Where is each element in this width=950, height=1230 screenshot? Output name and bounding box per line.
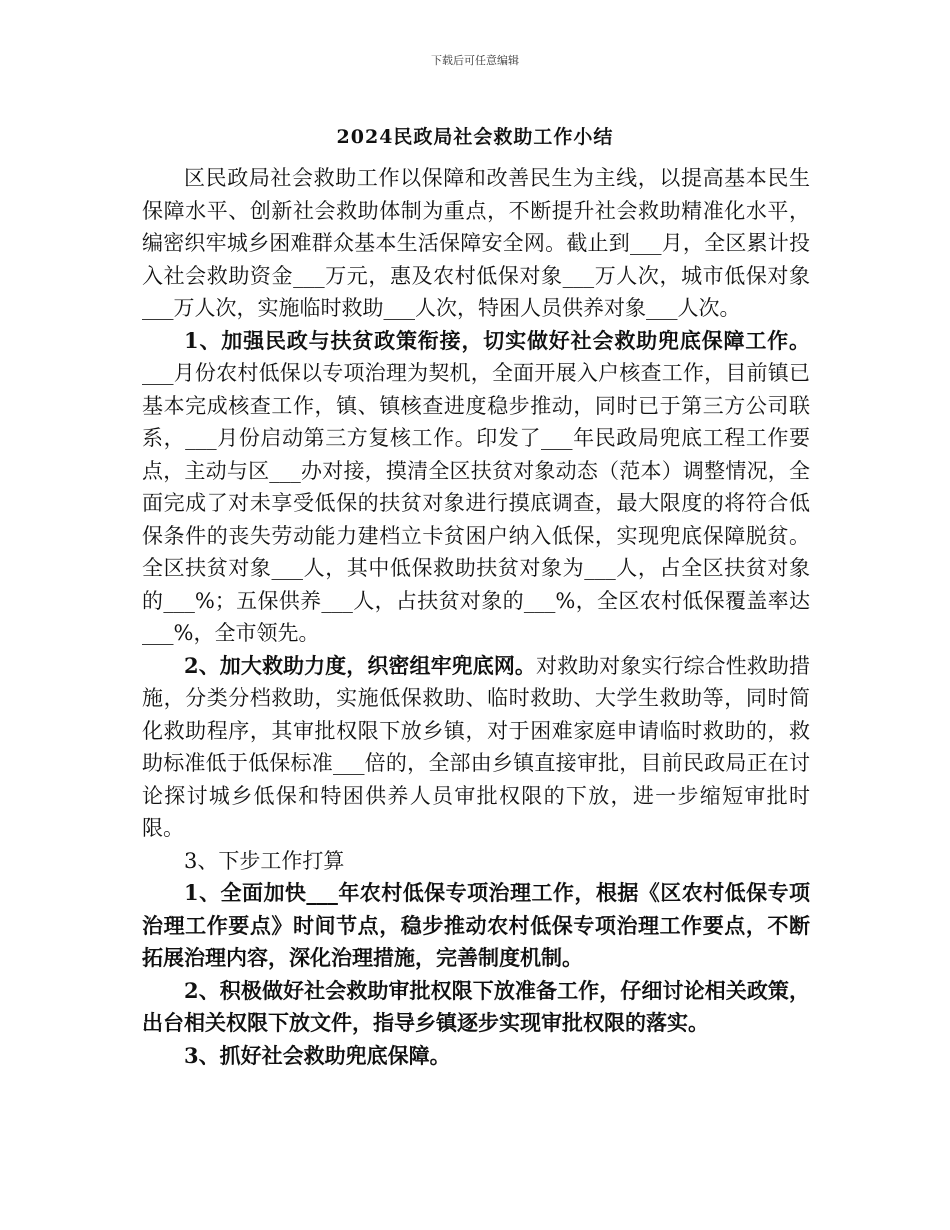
- page-header-note: 下载后可任意编辑: [431, 54, 519, 67]
- section-2-body: 对救助对象实行综合性救助措施，分类分档救助，实施低保救助、临时救助、大学生救助等，同时简化救助程序，其审批权限下放乡镇，对于困难家庭申请临时救助的，救助标准低于低保标准___倍的，全部由乡镇直接审批，目前民政局正在讨论探讨城乡低保和特困供养人员审批权限的下放，进一步缩短审批时限。: [142, 653, 810, 840]
- section-2-heading: 2、加大救助力度，织密组牢兜底网。: [184, 652, 537, 678]
- section-2-paragraph: [142, 650, 810, 845]
- section-1-paragraph: [142, 325, 810, 650]
- section-3-heading: 3、下步工作打算: [184, 848, 345, 873]
- plan-item-1: 1、全面加快___年农村低保专项治理工作，根据《区农村低保专项治理工作要点》时间节点，稳步推动农村低保专项治理工作要点，不断拓展治理内容，深化治理措施，完善制度机制。: [142, 880, 810, 970]
- intro-paragraph: 区民政局社会救助工作以保障和改善民生为主线，以提高基本民生保障水平、创新社会救助体制为重点，不断提升社会救助精准化水平，编密织牢城乡困难群众基本生活保障安全网。截止到___月，全区累计投入社会救助资金___万元，惠及农村低保对象___万人次，城市低保对象___万人次，实施临时救助___人次，特困人员供养对象___人次。: [142, 166, 810, 320]
- section-1-body: ___月份农村低保以专项治理为契机，全面开展入户核查工作，目前镇已基本完成核查工作，镇、镇核查进度稳步推动，同时已于第三方公司联系，___月份启动第三方复核工作。印发了___年民政局兜底工程工作要点，主动与区___办对接，摸清全区扶贫对象动态（范本）调整情况，全面完成了对未享受低保的扶贫对象进行摸底调查，最大限度的将符合低保条件的丧失劳动能力建档立卡贫困户纳入低保，实现兜底保障脱贫。全区扶贫对象___人，其中低保救助扶贫对象为___人，占全区扶贫对象的___%；五保供养___人，占扶贫对象的___%，全区农村低保覆盖率达___%，全市领先。: [142, 361, 810, 645]
- section-1-heading: 1、加强民政与扶贫政策衔接，切实做好社会救助兜底保障工作。: [184, 327, 810, 353]
- document-title: 2024民政局社会救助工作小结: [336, 126, 614, 148]
- plan-item-3: 3、抓好社会救助兜底保障。: [184, 1042, 451, 1068]
- plan-item-2: 2、积极做好社会救助审批权限下放准备工作，仔细讨论相关政策，出台相关权限下放文件，指导乡镇逐步实现审批权限的落实。: [142, 977, 810, 1035]
- document-body: [142, 162, 810, 1072]
